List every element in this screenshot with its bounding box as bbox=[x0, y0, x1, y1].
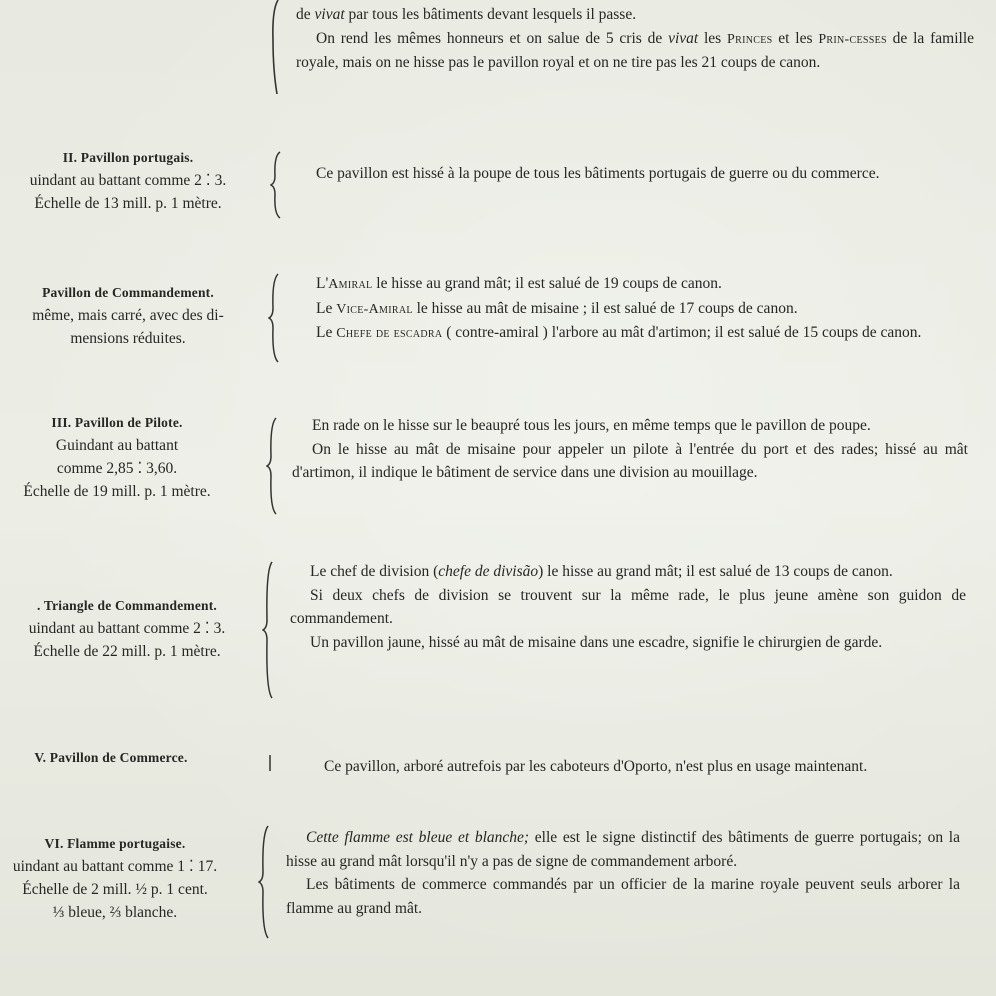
brace-3 bbox=[266, 416, 278, 516]
s2-caption-line-0: II. Pavillon portugais. bbox=[62, 150, 194, 165]
s2-paragraph-0: Ce pavillon est hissé à la poupe de tous les bâtiments portugais de guerre ou du commerce. bbox=[316, 165, 880, 182]
section-3-caption bbox=[0, 411, 234, 503]
s6-caption-line-0: VI. Flamme portugaise. bbox=[44, 836, 186, 851]
s3-caption-line-3: Échelle de 19 mill. p. 1 mètre. bbox=[23, 483, 211, 500]
s4-caption-line-0: . Triangle de Commandement. bbox=[36, 598, 218, 613]
s2b-paragraph-2: Le Chefe de escadra ( contre-amiral ) l'arbore au mât d'artimon; il est salué de 15 coups de canon. bbox=[316, 324, 922, 341]
brace-4 bbox=[262, 560, 274, 700]
section-6-text bbox=[286, 826, 960, 920]
s4-paragraph-0: Le chef de division (chefe de divisão) le hisse au grand mât; il est salué de 13 coups de canon. bbox=[310, 563, 893, 580]
brace-6 bbox=[258, 824, 270, 940]
s2b-caption-line-0: Pavillon de Commandement. bbox=[42, 285, 214, 300]
section-2-text bbox=[296, 162, 972, 186]
s2b-paragraph-1: Le Vice-Amiral le hisse au mât de misaine ; il est salué de 17 coups de canon. bbox=[316, 299, 798, 317]
section-royal-text bbox=[296, 3, 974, 75]
s6-caption-line-1: uindant au battant comme 1 ⁚ 17. bbox=[12, 858, 218, 875]
s6-paragraph-1: Les bâtiments de commerce commandés par un officier de la marine royale peuvent seuls arborer la flamme au grand mât. bbox=[286, 876, 960, 917]
section-2-caption bbox=[0, 146, 256, 215]
section-2b-text bbox=[296, 272, 972, 346]
s2b-caption-line-2: mensions réduites. bbox=[70, 330, 186, 347]
royal-paragraph-1: On rend les mêmes honneurs et on salue de 5 cris de vivat les Princes et les Prin-cesses de la famille royale, mais on ne hisse pas le pavillon royal et on ne tire pas les 21 coups de canon. bbox=[296, 29, 975, 71]
s5-caption-line-0: V. Pavillon de Commerce. bbox=[34, 750, 188, 765]
s6-caption-line-3: ⅓ bleue, ⅔ blanche. bbox=[52, 904, 178, 921]
s3-caption-line-0: III. Pavillon de Pilote. bbox=[51, 415, 183, 430]
s3-paragraph-0: En rade on le hisse sur le beaupré tous les jours, en même temps que le pavillon de poupe. bbox=[312, 417, 871, 434]
brace-2b bbox=[268, 272, 280, 364]
s4-paragraph-1: Si deux chefs de division se trouvent sur la même rade, le plus jeune amène son guidon de commandement. bbox=[290, 586, 966, 627]
section-5-text bbox=[304, 755, 968, 779]
s3-caption-line-2: comme 2,85 ⁚ 3,60. bbox=[56, 460, 178, 477]
section-5-caption bbox=[0, 746, 222, 769]
section-3-text bbox=[292, 414, 968, 485]
brace-2 bbox=[270, 150, 282, 220]
s2-caption-line-1: uindant au battant comme 2 ⁚ 3. bbox=[29, 172, 227, 189]
royal-paragraph-0: de vivat par tous les bâtiments devant lesquels il passe. bbox=[296, 6, 637, 23]
s2b-paragraph-0: L'Amiral le hisse au grand mât; il est salué de 19 coups de canon. bbox=[316, 275, 722, 292]
s6-caption-line-2: Échelle de 2 mill. ½ p. 1 cent. bbox=[22, 881, 208, 898]
s4-paragraph-2: Un pavillon jaune, hissé au mât de misaine dans une escadre, signifie le chirurgien de garde. bbox=[310, 633, 883, 651]
s4-caption-line-1: uindant au battant comme 2 ⁚ 3. bbox=[28, 620, 226, 637]
s6-paragraph-0: Cette flamme est bleue et blanche; elle est le signe distinctif des bâtiments de guerre portugais; on la hisse au grand mât lorsqu'il n'y a pas de signe de commandement arboré. bbox=[286, 829, 960, 870]
s3-caption-line-1: Guindant au battant bbox=[55, 437, 179, 454]
brace-royal bbox=[268, 0, 280, 96]
s2-caption-line-2: Échelle de 13 mill. p. 1 mètre. bbox=[34, 195, 222, 212]
section-2b-caption bbox=[0, 281, 256, 350]
s5-paragraph-0: Ce pavillon, arboré autrefois par les caboteurs d'Oporto, n'est plus en usage maintenant. bbox=[324, 758, 868, 775]
section-6-caption bbox=[0, 832, 230, 924]
brace-5 bbox=[264, 754, 276, 772]
s2b-caption-line-1: même, mais carré, avec des di- bbox=[32, 307, 224, 324]
section-4-text bbox=[290, 560, 966, 654]
s4-caption-line-2: Échelle de 22 mill. p. 1 mètre. bbox=[33, 643, 221, 660]
section-4-caption bbox=[0, 594, 254, 663]
s3-paragraph-1: On le hisse au mât de misaine pour appeler un pilote à l'entrée du port et des rades; hissé au mât d'artimon, il indique le bâtiment de service dans une division au mouillage. bbox=[292, 440, 968, 481]
